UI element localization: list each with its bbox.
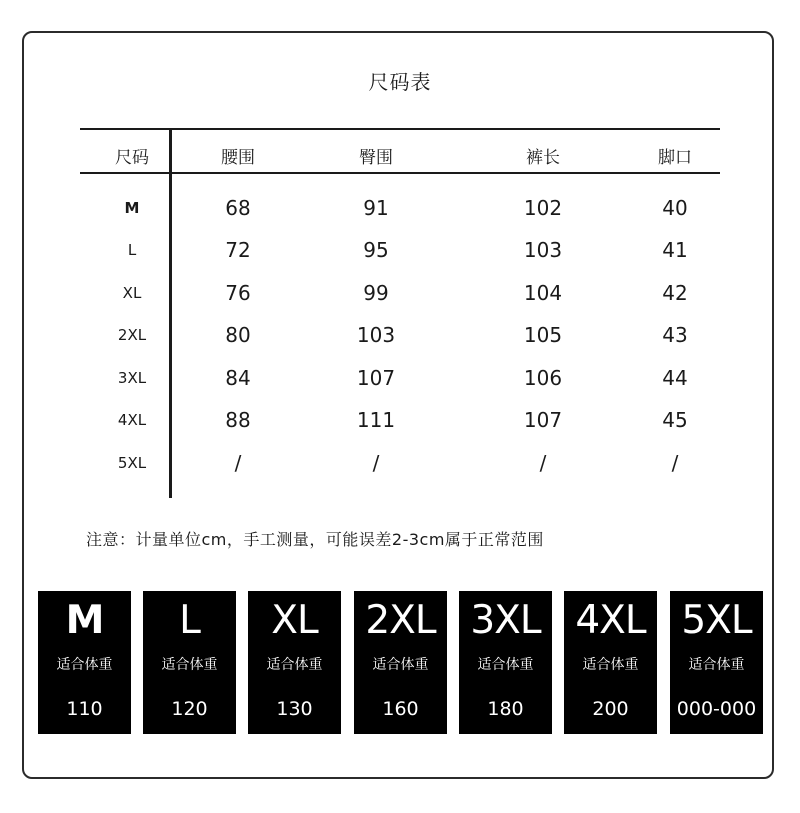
table-cell: 84 (225, 366, 251, 390)
weight-card-label: 适合体重 (688, 657, 745, 673)
weight-card-size: XL (271, 598, 318, 643)
table-cell: 103 (356, 323, 396, 347)
weight-card (143, 591, 236, 734)
table-cell: 107 (523, 408, 563, 432)
table-cell: 107 (356, 366, 396, 390)
table-cell: 42 (662, 281, 688, 305)
table-row-size: 5XL (117, 454, 147, 472)
weight-card-weight: 200 (592, 698, 629, 720)
table-cell: 80 (225, 323, 251, 347)
table-cell: 91 (363, 196, 389, 220)
table-top-rule (80, 128, 720, 130)
table-cell: / (671, 451, 679, 475)
table-cell: 40 (662, 196, 688, 220)
table-row-size: 2XL (117, 326, 147, 344)
page-title: 尺码表 (368, 70, 432, 94)
table-cell: 88 (225, 408, 251, 432)
weight-card-label: 适合体重 (477, 657, 534, 673)
table-row-size: 3XL (117, 369, 147, 387)
header-hem: 脚口 (658, 148, 692, 168)
table-cell: 102 (523, 196, 563, 220)
weight-card-weight: 180 (487, 698, 524, 720)
weight-card-weight: 160 (382, 698, 419, 720)
weight-card-weight: 120 (171, 698, 208, 720)
table-cell: / (372, 451, 380, 475)
table-row-size: 4XL (117, 411, 147, 429)
table-cell: 44 (662, 366, 688, 390)
table-header-rule (80, 172, 720, 174)
table-cell: 41 (662, 238, 688, 262)
header-waist: 腰围 (221, 148, 255, 168)
table-cell: / (539, 451, 547, 475)
weight-card (38, 591, 131, 734)
weight-card-size: 5XL (681, 598, 752, 643)
table-cell: 95 (363, 238, 389, 262)
table-cell: 106 (523, 366, 563, 390)
weight-card-size: 3XL (470, 598, 541, 643)
weight-card (564, 591, 657, 734)
table-cell: 111 (356, 408, 396, 432)
table-cell: 45 (662, 408, 688, 432)
table-cell: 99 (363, 281, 389, 305)
weight-card (670, 591, 763, 734)
table-cell: / (234, 451, 242, 475)
table-row-size: L (127, 241, 137, 259)
table-row-size: M (124, 199, 140, 217)
weight-card (459, 591, 552, 734)
weight-card-label: 适合体重 (582, 657, 639, 673)
measurement-note: 注意：计量单位cm，手工测量，可能误差2-3cm属于正常范围 (86, 530, 544, 549)
weight-card-label: 适合体重 (161, 657, 218, 673)
weight-card-size: 2XL (365, 598, 436, 643)
table-cell: 72 (225, 238, 251, 262)
header-length: 裤长 (526, 148, 560, 168)
weight-card-weight: 130 (276, 698, 313, 720)
weight-card (248, 591, 341, 734)
weight-card (354, 591, 447, 734)
header-size: 尺码 (115, 148, 149, 168)
table-cell: 76 (225, 281, 251, 305)
table-cell: 103 (523, 238, 563, 262)
weight-card-size: L (179, 598, 200, 643)
table-column-divider (169, 129, 172, 498)
weight-card-weight: 000-000 (676, 698, 757, 720)
weight-card-size: 4XL (575, 598, 646, 643)
table-cell: 105 (523, 323, 563, 347)
table-cell: 104 (523, 281, 563, 305)
weight-card-label: 适合体重 (56, 657, 113, 673)
weight-card-size: M (65, 598, 104, 643)
weight-card-label: 适合体重 (266, 657, 323, 673)
header-hip: 臀围 (359, 148, 393, 168)
table-row-size: XL (122, 284, 142, 302)
table-cell: 68 (225, 196, 251, 220)
weight-card-label: 适合体重 (372, 657, 429, 673)
table-cell: 43 (662, 323, 688, 347)
weight-card-weight: 110 (66, 698, 103, 720)
